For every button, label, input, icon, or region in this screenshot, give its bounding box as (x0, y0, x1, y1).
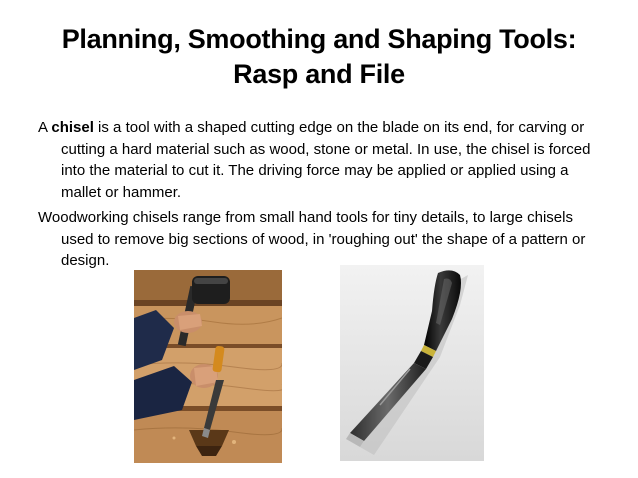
slide-title (20, 22, 618, 92)
slide-title-line-2: Rasp and File (233, 59, 405, 89)
slide-body (38, 117, 598, 276)
photo-chiseling-wood (134, 270, 282, 463)
photo-chiseling-wood-graphic (134, 270, 282, 463)
paragraph-chisel-definition (38, 117, 598, 203)
slide-title-line-1: Planning, Smoothing and Shaping Tools: (61, 24, 577, 54)
paragraph-chisel-types: Woodworking chisels range from small hand tools for tiny details, to large chisels used to remove big sections of wood, in 'roughing out' the shape of a pattern or design. (38, 209, 586, 269)
paragraph-1-text: is a tool with a shaped cutting edge on the blade on its end, for carving or cutting a hard material such as wood, stone or metal. In use, the chisel is forced into the material to cut it. The driving force may be applied or applied using a mallet or hammer. (61, 119, 591, 201)
photo-wood-chisel-graphic (340, 265, 484, 461)
term-chisel: chisel (51, 119, 94, 136)
photo-wood-chisel (340, 265, 484, 461)
paragraph-1-prefix: A (38, 119, 52, 136)
